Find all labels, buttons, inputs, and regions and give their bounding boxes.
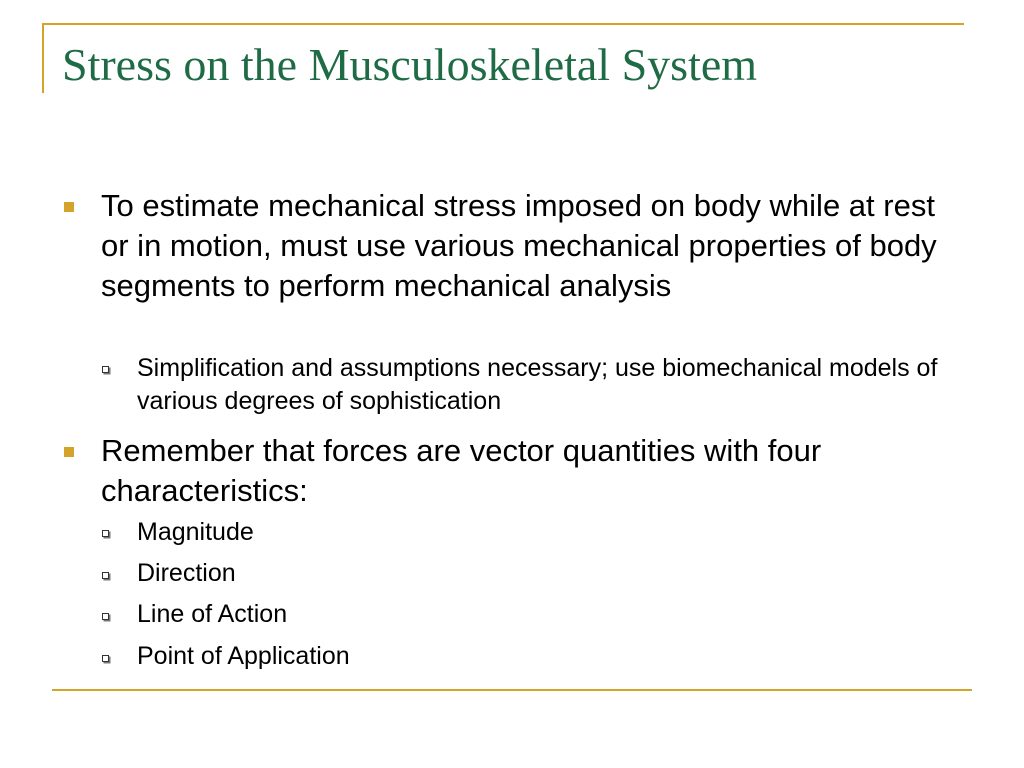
hollow-square-bullet-icon xyxy=(102,613,109,620)
hollow-square-bullet-icon xyxy=(102,572,109,579)
sub-bullet-text: Line of Action xyxy=(137,600,288,628)
hollow-square-bullet-icon xyxy=(102,655,109,662)
top-rule xyxy=(42,23,964,25)
hollow-square-bullet-icon xyxy=(102,366,109,373)
square-bullet-icon xyxy=(64,447,74,457)
hollow-square-bullet-icon xyxy=(102,530,109,537)
bottom-rule xyxy=(52,689,972,691)
slide-title: Stress on the Musculoskeletal System xyxy=(62,39,758,90)
bullet-text: To estimate mechanical stress imposed on body while at rest or in motion, must use various mechanical properties of body segments to perform mechanical analysis xyxy=(101,188,937,303)
square-bullet-icon xyxy=(64,202,74,212)
bullet-text: Remember that forces are vector quantities with four characteristics: xyxy=(101,433,822,508)
sub-bullet-text: Simplification and assumptions necessary; use biomechanical models of various degrees of sophistication xyxy=(137,354,938,415)
sub-bullet-text: Magnitude xyxy=(137,518,254,546)
sub-bullet-text: Point of Application xyxy=(137,642,350,670)
left-rule xyxy=(42,23,44,93)
sub-bullet-text: Direction xyxy=(137,559,236,587)
